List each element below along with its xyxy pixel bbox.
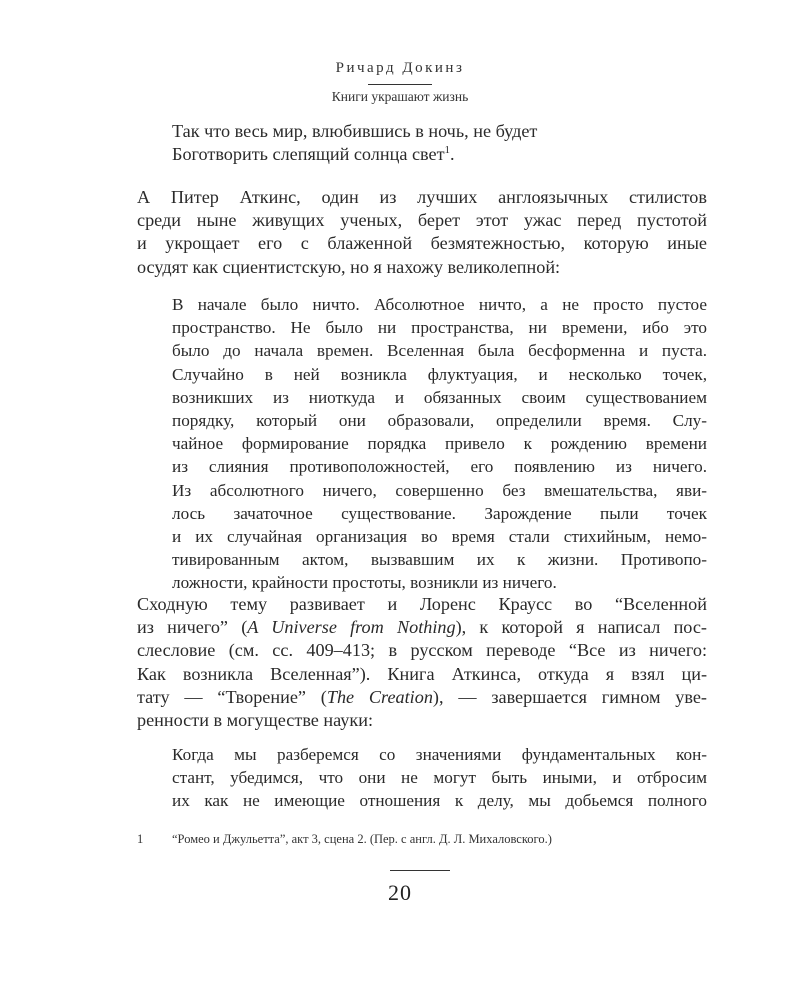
body-paragraph-1 — [137, 186, 707, 279]
paragraph-line: осудят как сциентистскую, но я нахожу великолепной: — [137, 256, 561, 277]
paragraph-line — [137, 686, 707, 709]
quote-line: Когда мы разберемся со значениями фундаментальных кон- — [172, 745, 707, 764]
paragraph-line: Как возникла Вселенная”). Книга Аткинса, откуда я взял ци- — [137, 663, 707, 684]
page-number: 20 — [388, 880, 412, 905]
block-quote-atkins — [172, 293, 707, 595]
paragraph-line: ренности в могуществе науки: — [137, 710, 374, 731]
verse-quote — [172, 120, 632, 166]
quote-line: лось зачаточное существование. Зарождение пыли точек — [172, 503, 707, 523]
paragraph-line: А Питер Аткинс, один из лучших англоязычных стилистов — [137, 187, 707, 207]
footnote-number: 1 — [137, 832, 144, 846]
running-header-author: Ричард Докинз — [335, 60, 465, 76]
verse-line: Боготворить слепящий солнца свет$^1$. — [172, 144, 455, 165]
block-quote-creation — [172, 743, 707, 813]
paragraph-line: Сходную тему развивает и Лоренс Краусс во “Вселенной — [137, 594, 707, 614]
quote-line: возникших из ниоткуда и обязанных своим существованием — [172, 387, 707, 407]
footer-divider — [390, 870, 450, 871]
footnote-text: “Ромео и Джульетта”, акт 3, сцена 2. (Пер. с англ. Д. Л. Михаловского.) — [172, 832, 552, 846]
quote-line: пространство. Не было ни пространства, ни времени, ибо это — [172, 318, 707, 338]
header-divider — [368, 84, 432, 85]
line-text: ), к которой я написал пос- — [455, 617, 707, 638]
line-text: ), — завершается гимном уве- — [432, 686, 707, 707]
quote-line: В начале было ничто. Абсолютное ничто, а не просто пустое — [172, 295, 707, 314]
footnote-reference[interactable]: 1 — [444, 144, 451, 157]
quote-line: было до начала времен. Вселенная была бесформенна и пуста. — [172, 341, 707, 361]
paragraph-line — [137, 616, 707, 639]
quote-line: и их случайная организация во время стали стихийным, немо- — [172, 527, 707, 547]
quote-line: Случайно в ней возникла флуктуация, и несколько точек, — [172, 364, 707, 384]
quote-line: стант, убедимся, что они не могут быть иными, и отбросим — [172, 768, 707, 788]
paragraph-line: среди ныне живущих ученых, берет этот ужас перед пустотой — [137, 210, 707, 231]
paragraph-line: и укрощает его с блаженной безмятежностью, которую иные — [137, 233, 707, 254]
book-title-italic: A Universe from Nothing — [247, 617, 456, 638]
quote-line: из слияния противоположностей, его появлению из ничего. — [172, 457, 707, 477]
book-title-italic: The Creation — [326, 686, 433, 707]
body-paragraph-2 — [137, 593, 707, 732]
quote-line: их как не имеющие отношения к делу, мы добьемся полного — [172, 791, 707, 811]
paragraph-line: слесловие (см. сс. 409–413; в русском переводе “Все из ничего: — [137, 640, 707, 661]
quote-line: тивированным актом, вызвавшим их к жизни. Противопо- — [172, 550, 707, 570]
line-text: тату — “Творение” ( — [137, 686, 327, 707]
quote-line: Из абсолютного ничего, совершенно без вмешательства, яви- — [172, 480, 707, 500]
quote-line: чайное формирование порядка привело к рождению времени — [172, 434, 707, 454]
verse-line-text: Боготворить слепящий солнца свет — [172, 144, 445, 165]
running-header-title: Книги украшают жизнь — [331, 89, 469, 104]
line-text: из ничего” ( — [137, 617, 248, 638]
quote-line: порядку, который они образовали, определили время. Слу- — [172, 411, 707, 431]
verse-line: Так что весь мир, влюбившись в ночь, не будет — [172, 121, 538, 141]
quote-line: ложности, крайности простоты, возникли из ничего. — [172, 573, 557, 593]
